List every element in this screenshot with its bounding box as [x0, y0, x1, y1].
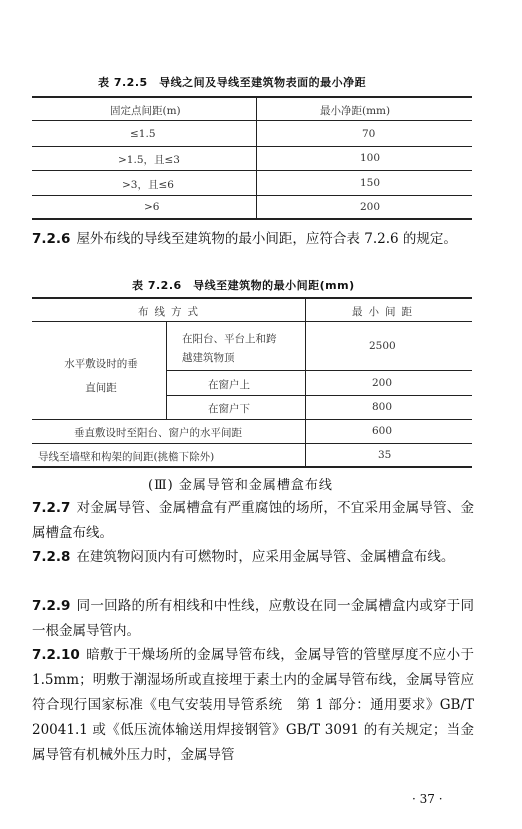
- table2-cell: 600: [372, 425, 393, 437]
- clause-7-2-9: [32, 594, 474, 644]
- table2-row-label: 导线至墙壁和构架的间距(挑檐下除外): [38, 451, 215, 463]
- clause-text: 同一回路的所有相线和中性线，应敷设在同一金属槽盒内或穿于同一根金属导管内。: [32, 598, 474, 639]
- table1-cell: >6: [144, 201, 160, 213]
- table2-caption: 表 7.2.6 导线至建筑物的最小间距(mm): [132, 279, 355, 292]
- table2-cell: 800: [372, 401, 393, 413]
- table1-cell: 70: [362, 128, 376, 140]
- clause-7-2-8: [32, 545, 474, 570]
- table2-row-label: 垂直敷设时至阳台、窗户的水平间距: [74, 427, 242, 439]
- clause-text: 在建筑物闷顶内有可燃物时，应采用金属导管、金属槽盒布线。: [76, 549, 455, 565]
- clause-7-2-6: [32, 227, 474, 252]
- table2-cell: 2500: [369, 340, 396, 352]
- table2-subrow-label: 在窗户上: [208, 379, 250, 391]
- table2-header-method: 布线方式: [138, 306, 204, 318]
- table2-subrow-label: 在阳台、平台上和跨越建筑物顶: [182, 333, 277, 364]
- clause-number: 7.2.9: [32, 598, 71, 614]
- clause-text: 暗敷于干燥场所的金属导管布线，金属导管的管壁厚度不应小于 1.5mm；明敷于潮湿场所或直接埋于素土内的金属导管布线，金属导管应符合现行国家标准《电气安装用导管系统 第 1 部分：通用要求》GB/T 20041.1 或《低压流体输送用焊接钢管》GB/T 3091 的有关规定；当金属导管有机械外压力时，金属导管: [32, 647, 474, 763]
- clause-number: 7.2.8: [32, 549, 71, 565]
- clause-text: 对金属导管、金属槽盒有严重腐蚀的场所，不宜采用金属导管、金属槽盒布线。: [32, 500, 474, 541]
- table2-group-label: 水平敷设时的垂直间距: [64, 358, 138, 394]
- table1-header-spacing: 固定点间距(m): [110, 105, 181, 117]
- table2-cell: 200: [372, 377, 393, 389]
- table1-cell: >1.5，且≤3: [118, 154, 180, 166]
- clause-7-2-10: [32, 643, 474, 768]
- page-number: · 37 ·: [412, 792, 443, 806]
- table1-cell: 200: [360, 201, 381, 213]
- table1-cell: 100: [360, 152, 381, 164]
- clause-number: 7.2.10: [32, 647, 80, 663]
- table1-cell: >3，且≤6: [122, 179, 174, 191]
- clause-7-2-7: [32, 496, 474, 546]
- clause-number: 7.2.7: [32, 500, 71, 516]
- section-heading: (Ⅲ) 金属导管和金属槽盒布线: [148, 478, 333, 493]
- table1-caption: 表 7.2.5 导线之间及导线至建筑物表面的最小净距: [98, 76, 367, 89]
- table2-header-distance: 最小间距: [352, 306, 418, 318]
- table2-cell: 35: [378, 449, 392, 461]
- table1-header-clearance: 最小净距(mm): [320, 105, 391, 117]
- clause-text: 屋外布线的导线至建筑物的最小间距，应符合表 7.2.6 的规定。: [76, 231, 457, 247]
- table1-cell: ≤1.5: [130, 128, 156, 140]
- table2-subrow-label: 在窗户下: [208, 403, 250, 415]
- clause-number: 7.2.6: [32, 231, 71, 247]
- table1-cell: 150: [360, 177, 381, 189]
